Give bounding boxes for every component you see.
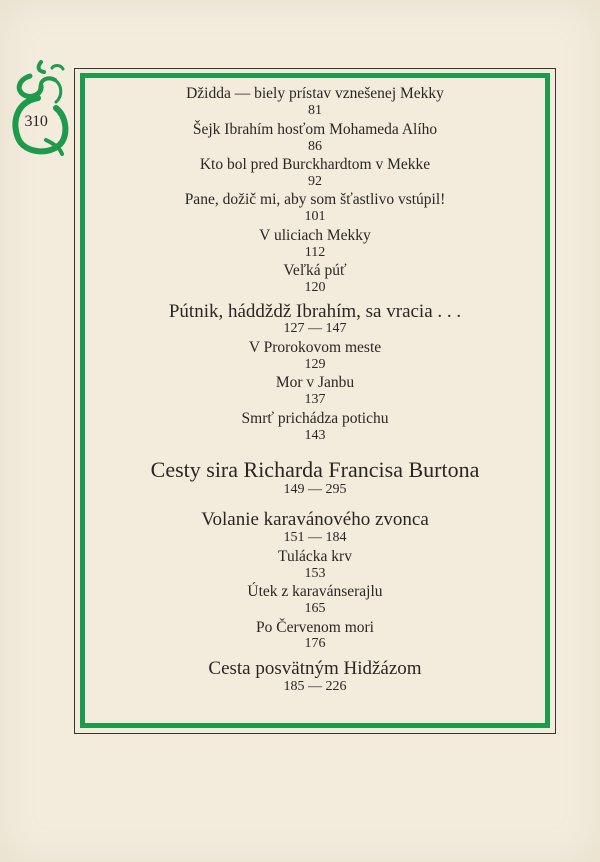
toc-section-title: Volanie karavánového zvonca: [201, 509, 429, 530]
toc-entry-page: 165: [304, 601, 326, 616]
toc-entry-page: 86: [308, 139, 322, 154]
toc-section-pages: 151 — 184: [283, 530, 347, 545]
toc-section-pages: 127 — 147: [283, 321, 347, 336]
toc-entry-title: Po Červenom mori: [256, 619, 374, 636]
toc-entry-page: 112: [304, 245, 326, 260]
toc-entry-page: 129: [304, 357, 326, 372]
toc-entry-title: Pane, dožič mi, aby som šťastlivo vstúpil!: [184, 191, 446, 208]
toc-entry-title: Mor v Janbu: [275, 374, 355, 391]
toc-entry-title: V Prorokovom meste: [248, 339, 382, 356]
ornament-icon: [8, 58, 70, 158]
toc-entry-page: 120: [304, 280, 326, 295]
toc-entry-title: Kto bol pred Burckhardtom v Mekke: [199, 156, 431, 173]
toc-entry-page: 153: [304, 566, 326, 581]
toc-entry-title: Veľká púť: [283, 262, 347, 279]
toc-entry-title: Útek z karavánserajlu: [247, 583, 383, 600]
toc-entry-title: V uliciach Mekky: [259, 227, 371, 244]
toc-entry-page: 101: [304, 209, 326, 224]
toc-entry-title: Smrť prichádza potichu: [241, 410, 389, 427]
toc-section-title: Cesta posvätným Hidžázom: [208, 658, 422, 679]
page-number: 310: [24, 113, 48, 130]
toc-part-pages: 149 — 295: [283, 482, 347, 497]
toc-entry-title: Tulácka krv: [278, 548, 352, 565]
toc-section-title: Pútnik, háddždž Ibrahím, sa vracia . . .: [168, 301, 462, 322]
toc-entry-page: 176: [304, 636, 326, 651]
toc-entry-page: 81: [308, 103, 322, 118]
toc-entry-page: 143: [304, 428, 326, 443]
toc-part-title: Cesty sira Richarda Francisa Burtona: [150, 457, 480, 482]
toc-section-pages: 185 — 226: [283, 679, 347, 694]
toc-entry-title: Džidda — biely prístav vznešenej Mekky: [186, 85, 444, 102]
toc-entry-page: 92: [308, 174, 322, 189]
toc-entry-title: Šejk Ibrahím hosťom Mohameda Alího: [192, 121, 438, 138]
table-of-contents: [86, 0, 544, 862]
toc-entry-page: 137: [304, 392, 326, 407]
